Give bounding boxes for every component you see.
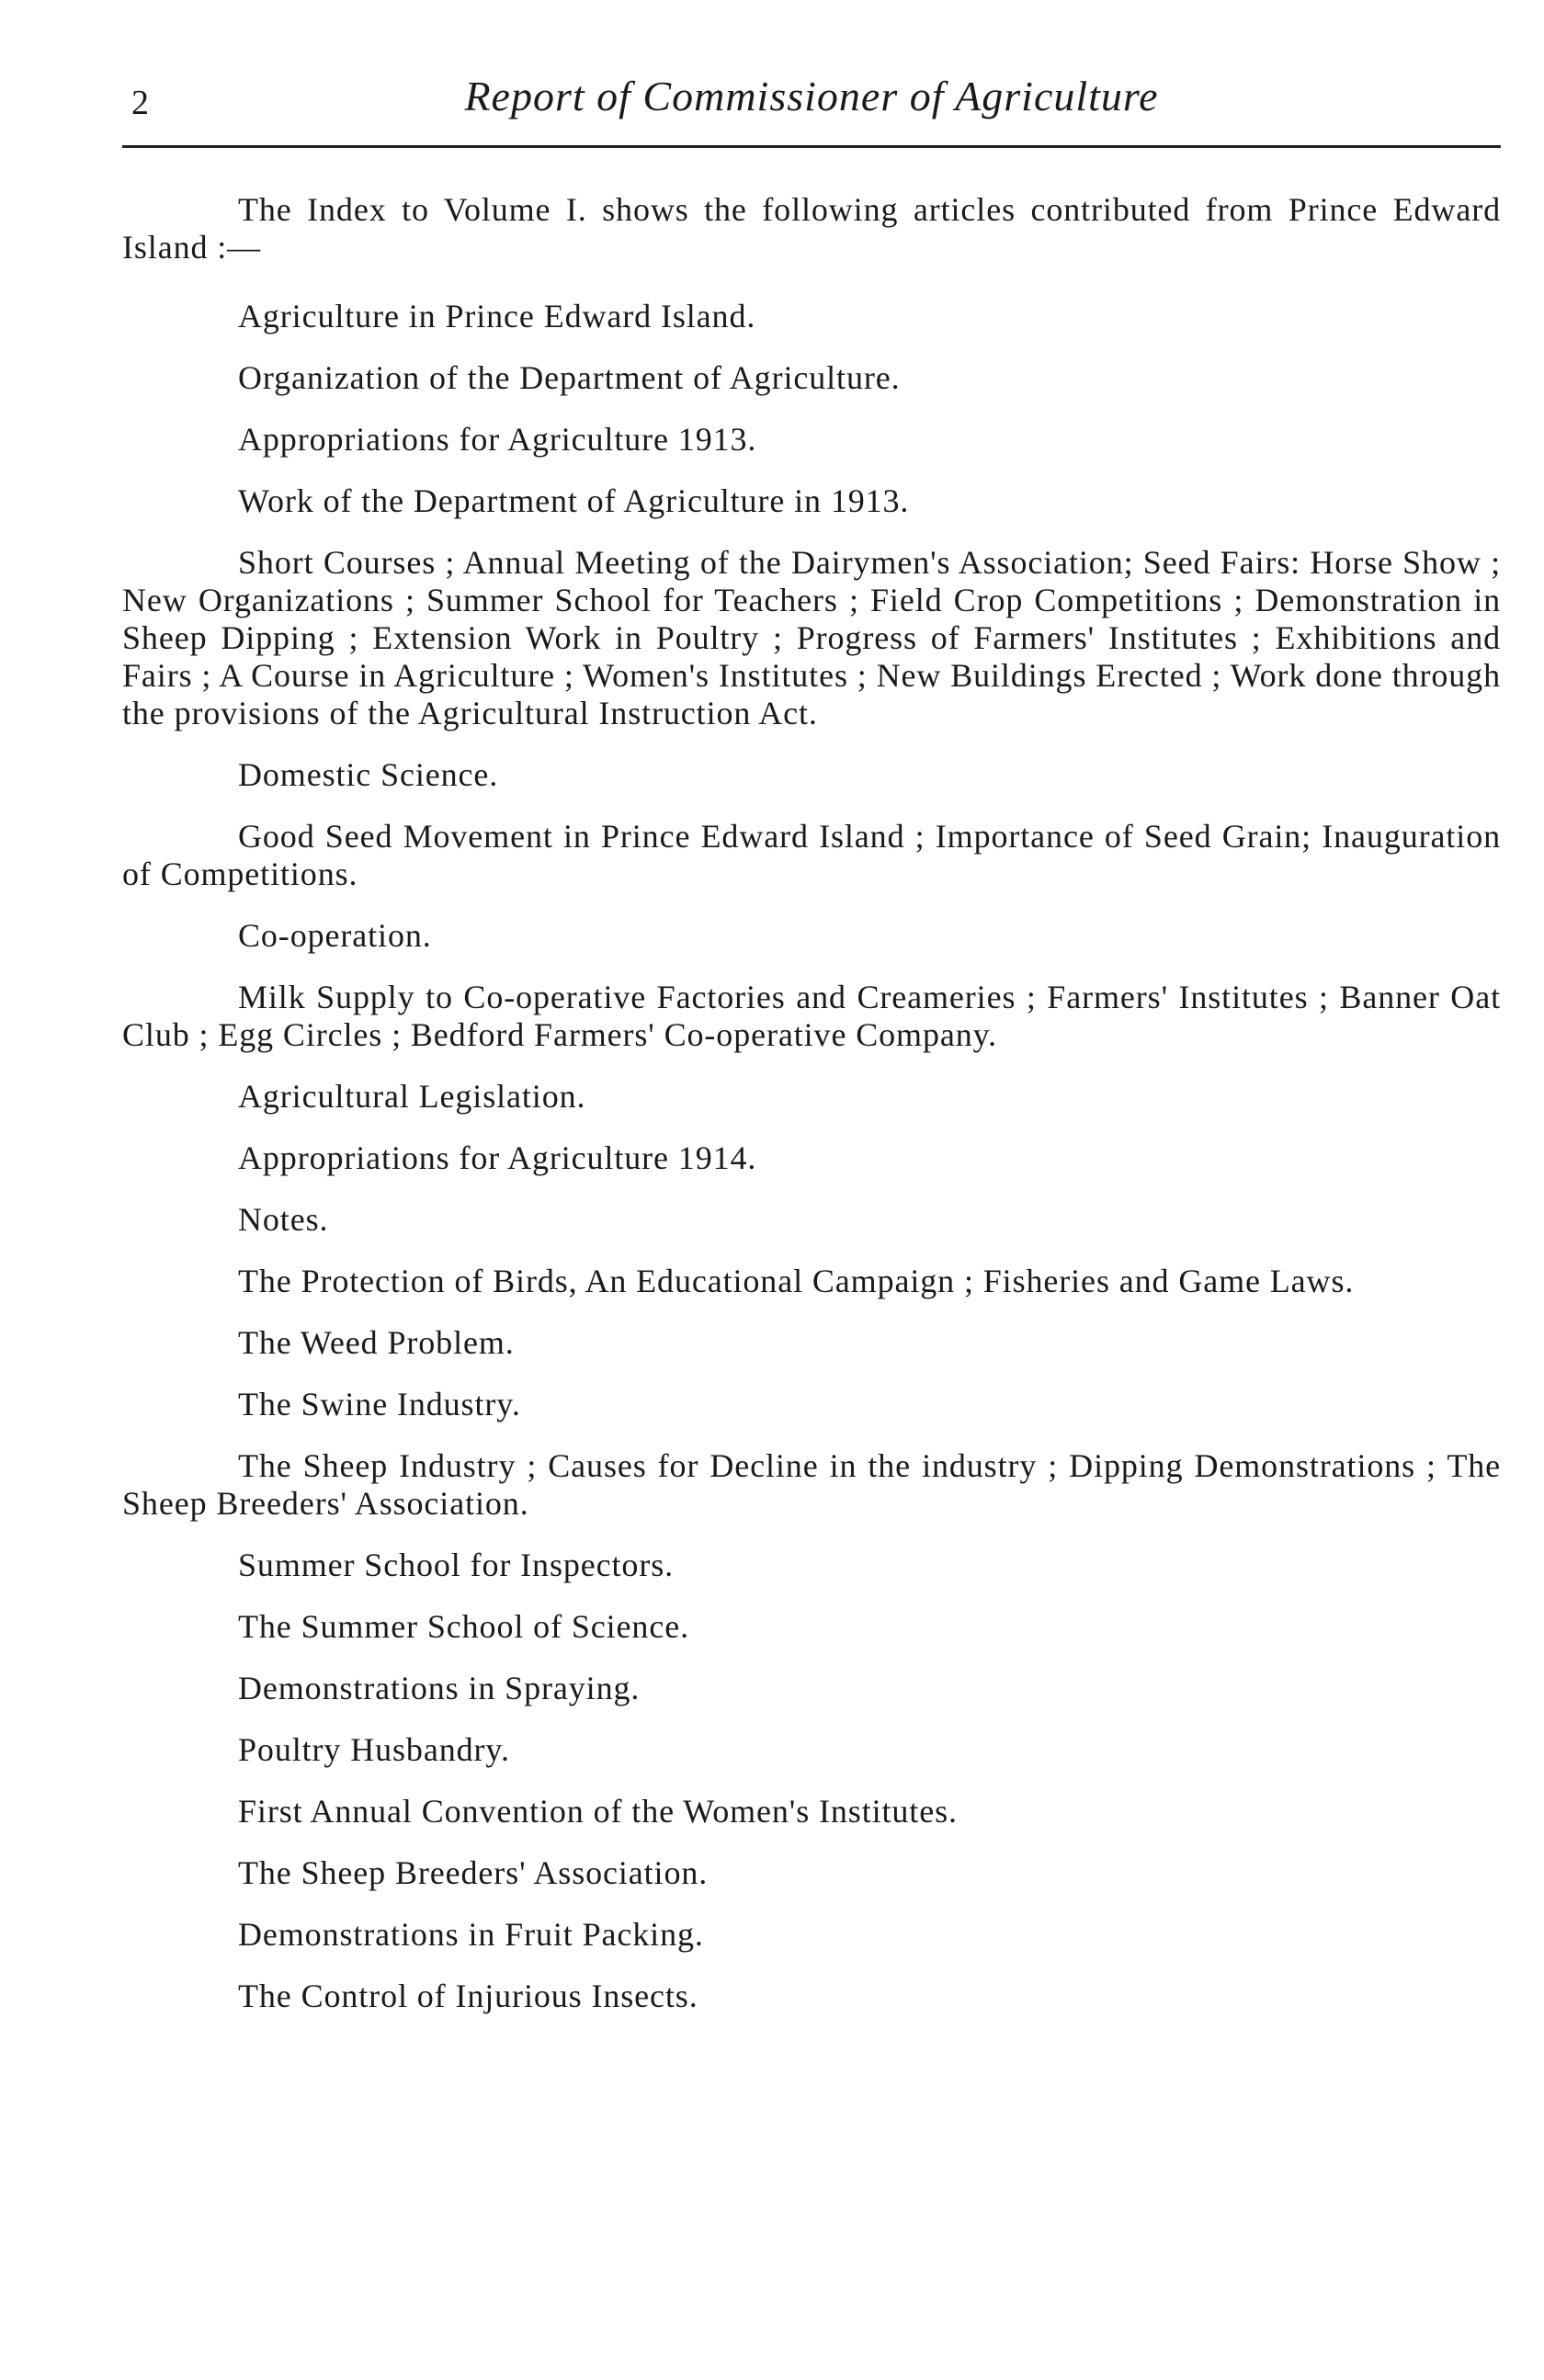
index-entry: Organization of the Department of Agriculture.: [238, 359, 901, 396]
page-number: 2: [131, 84, 149, 122]
intro-paragraph: The Index to Volume I. shows the following articles contributed from Prince Edward Island :—: [122, 191, 1501, 266]
index-entry: The Protection of Birds, An Educational Campaign ; Fisheries and Game Laws.: [238, 1263, 1355, 1299]
index-entry: First Annual Convention of the Women's Institutes.: [238, 1793, 958, 1830]
index-entry: Summer School for Inspectors.: [238, 1547, 675, 1583]
index-entry: Milk Supply to Co-operative Factories and Creameries ; Farmers' Institutes ; Banner Oat Club ; Egg Circles ; Bedford Farmers' Co-operative Company.: [122, 979, 1501, 1053]
index-entry: Short Courses ; Annual Meeting of the Dairymen's Association; Seed Fairs: Horse Show ; New Organizations ; Summer School for Teachers ; Field Crop Competitions ; Demonstration in Sheep Dipping ; Extension Work in Poultry ; Progress of Farmers' Institutes ; Exhibitions and Fairs ; A Course in Agriculture ; Women's Institutes ; New Buildings Erected ; Work done through the provisions of the Agricultural Instruction Act.: [122, 544, 1501, 731]
header-rule: [122, 145, 1501, 148]
index-entry: Agricultural Legislation.: [238, 1078, 586, 1115]
index-entry: Poultry Husbandry.: [238, 1731, 510, 1768]
index-entry: Notes.: [238, 1201, 329, 1238]
index-entry: The Sheep Industry ; Causes for Decline in the industry ; Dipping Demonstrations ; The Sheep Breeders' Association.: [122, 1447, 1501, 1522]
index-entry: The Summer School of Science.: [238, 1608, 689, 1645]
index-entry: Domestic Science.: [238, 756, 499, 793]
index-entry: The Swine Industry.: [238, 1386, 521, 1422]
page-header: [122, 72, 1501, 136]
index-entry: Appropriations for Agriculture 1913.: [238, 421, 757, 458]
index-entry: Co-operation.: [238, 917, 432, 954]
index-entry: Agriculture in Prince Edward Island.: [238, 298, 756, 334]
index-entry: Appropriations for Agriculture 1914.: [238, 1139, 757, 1176]
index-entry: Good Seed Movement in Prince Edward Island ; Importance of Seed Grain; Inauguration of Competitions.: [122, 818, 1501, 892]
index-entry: Demonstrations in Fruit Packing.: [238, 1916, 704, 1953]
index-entry: The Weed Problem.: [238, 1324, 515, 1361]
index-entry: The Control of Injurious Insects.: [238, 1978, 698, 2014]
index-entry: The Sheep Breeders' Association.: [238, 1854, 709, 1891]
page-body: [122, 191, 1501, 2039]
index-entry: Work of the Department of Agriculture in 1913.: [238, 482, 910, 519]
index-entry: Demonstrations in Spraying.: [238, 1670, 641, 1706]
running-title: Report of Commissioner of Agriculture: [464, 73, 1159, 119]
